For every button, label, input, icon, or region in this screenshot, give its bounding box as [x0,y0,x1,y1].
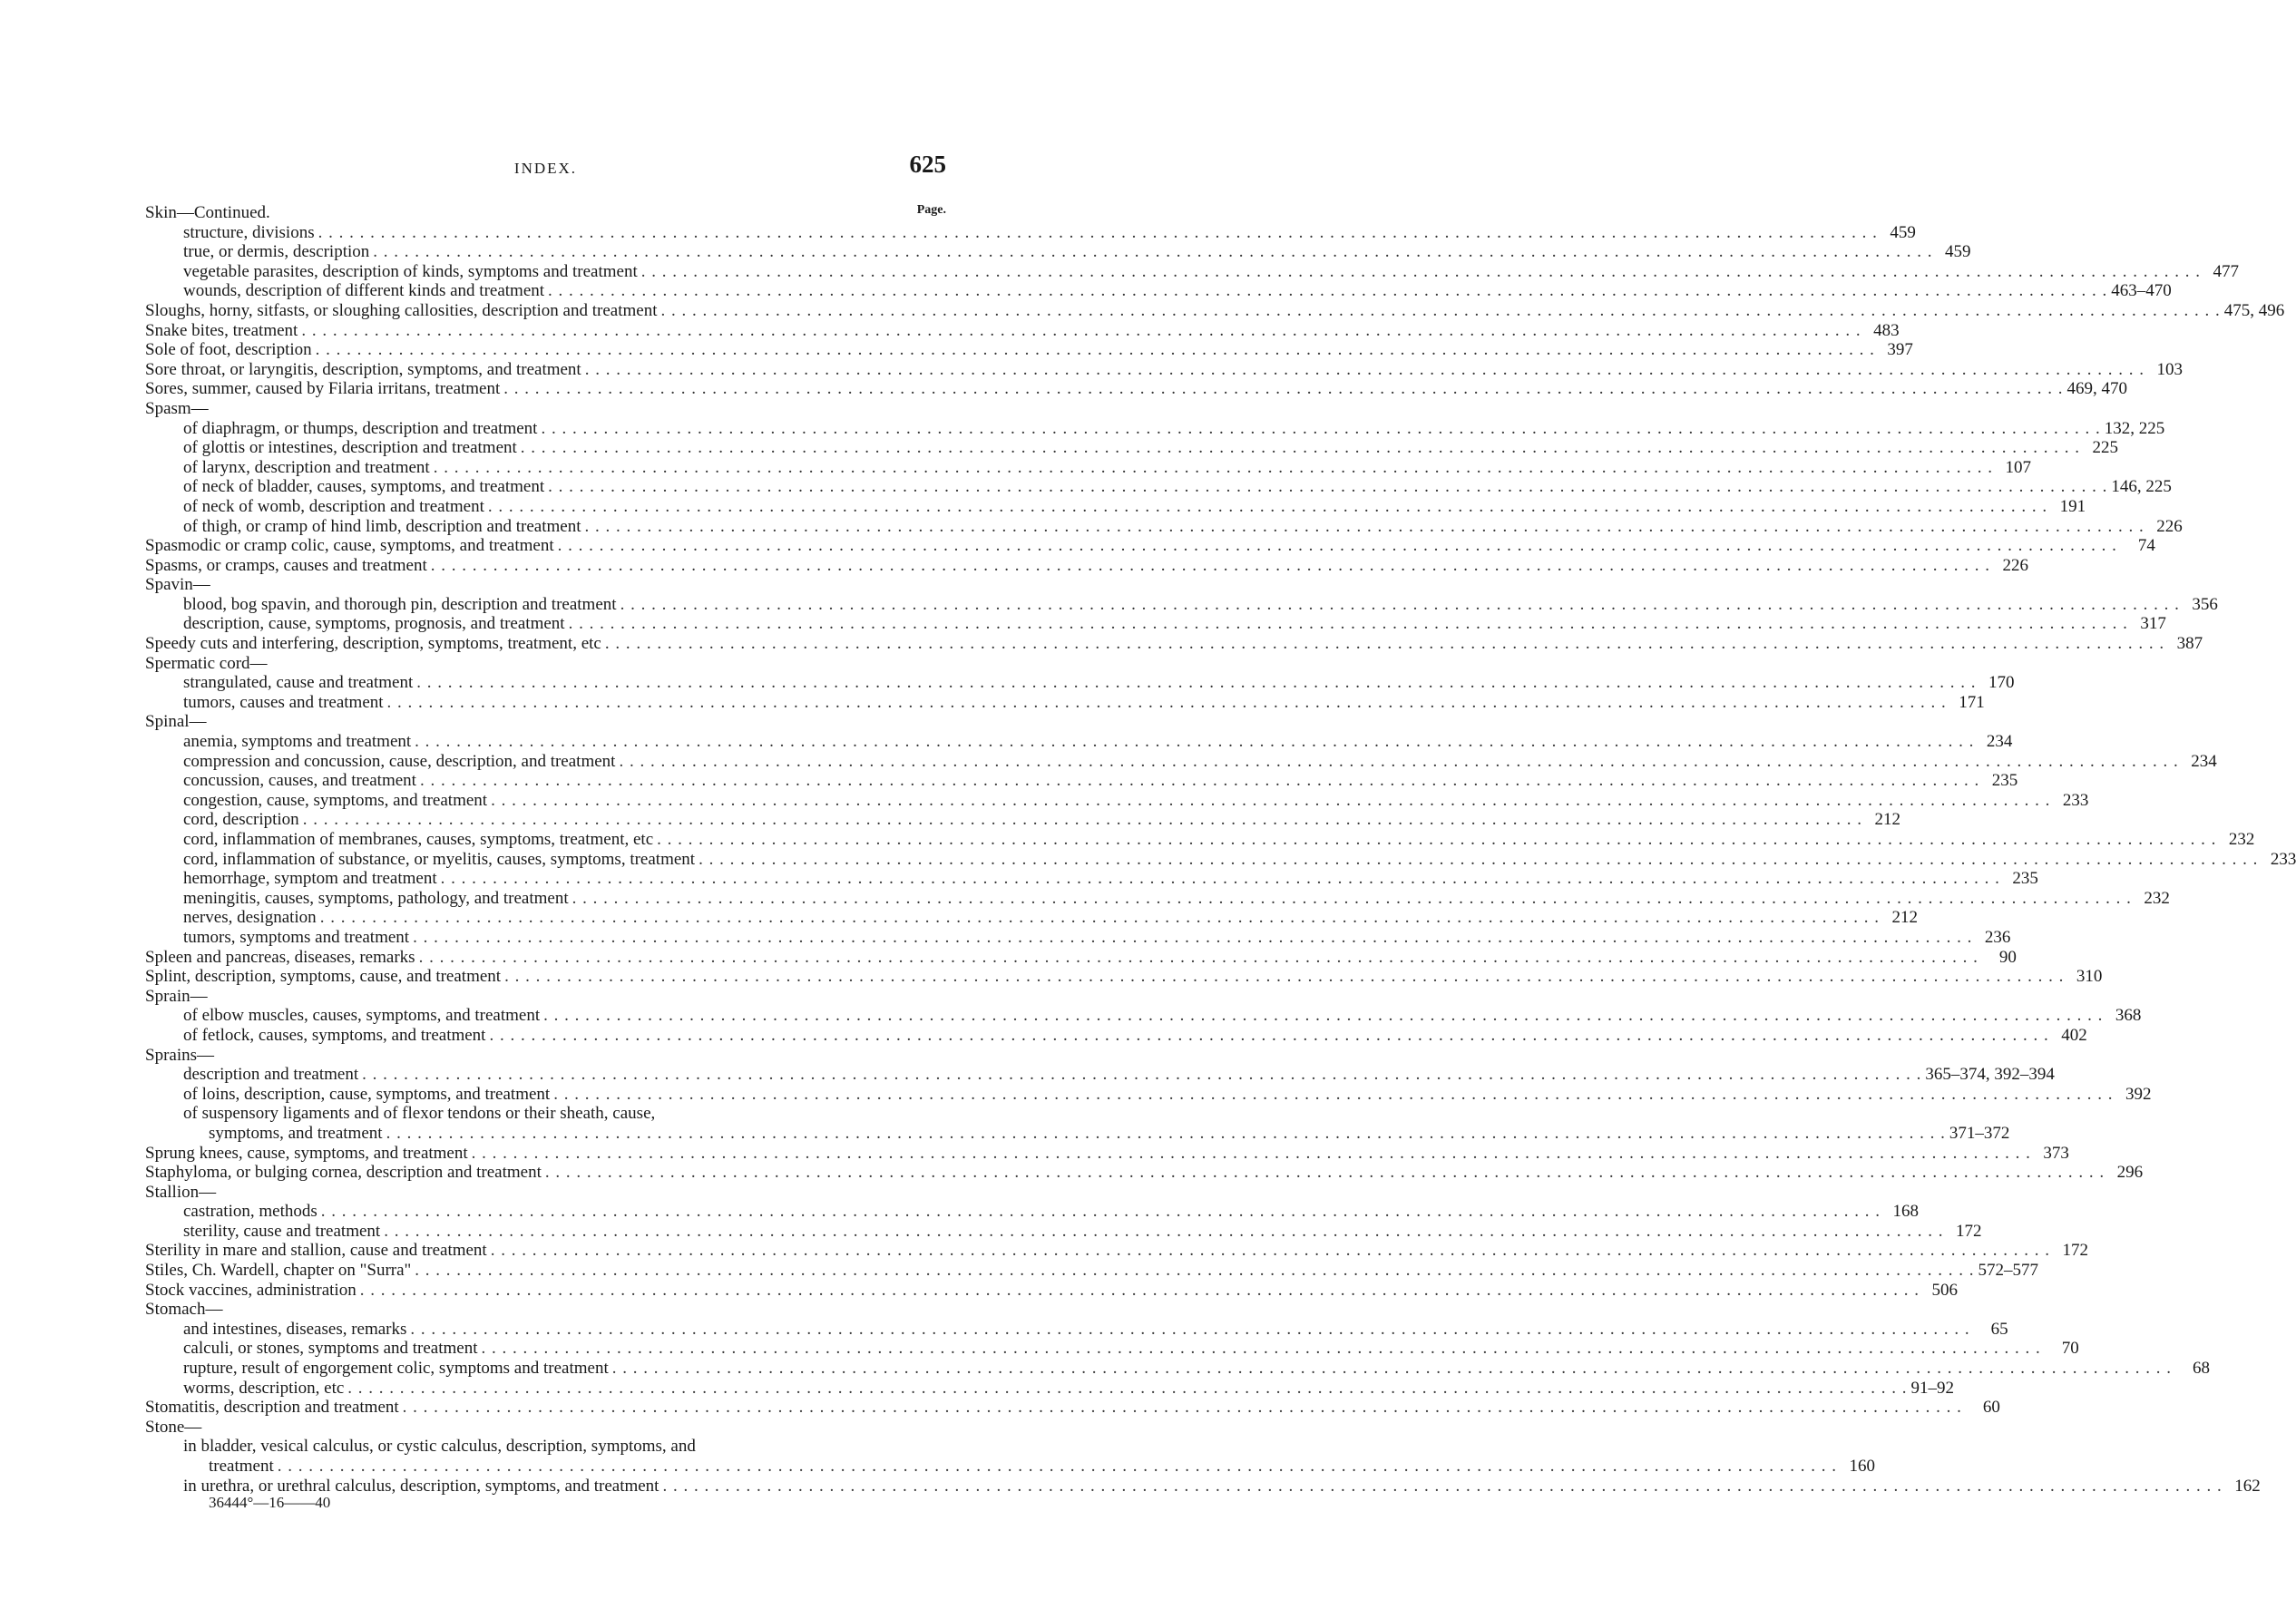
index-entry [145,340,1913,360]
index-entry [145,1143,2069,1164]
index-entry [145,947,2017,968]
entry-text: concussion, causes, and treatment [183,771,416,791]
leader-dots [660,301,2220,321]
entry-text: Skin—Continued. [145,203,270,222]
index-entry [145,261,2239,282]
index-entry [145,1025,2087,1046]
entry-text: Spasm— [145,398,209,418]
index-entry [145,1319,2008,1340]
entry-text: Sole of foot, description [145,340,312,360]
leader-dots [548,477,2107,497]
entry-text: cord, description [183,810,299,830]
entry-text: of diaphragm, or thumps, description and treatment [183,418,538,438]
entry-page: 91–92 [1910,1378,1955,1398]
leader-dots [420,771,1979,791]
leader-dots [585,360,2145,380]
entry-text: Spermatic cord— [145,653,268,673]
entry-page: 168 [1892,1202,1919,1222]
leader-dots [558,536,2117,556]
leader-dots [415,1261,1974,1281]
entry-page: 506 [1931,1280,1958,1300]
leader-dots [699,850,2258,870]
leader-dots [482,1339,2041,1359]
entry-text: description and treatment [183,1065,359,1085]
entry-text: structure, divisions [183,222,315,242]
leader-dots [415,732,1974,752]
entry-text: Spinal— [145,712,207,732]
index-entry [145,614,2166,634]
index-entry [145,1418,946,1438]
entry-text: nerves, designation [183,908,317,928]
leader-dots [431,556,1990,576]
leader-dots [360,1281,1920,1301]
index-entry [145,594,2218,615]
index-entry [145,1046,946,1066]
entry-page: 234 [1986,732,2013,752]
index-entry [145,1437,946,1457]
index-entry [145,692,1985,713]
entry-page: 365–374, 392–394 [1925,1065,2055,1085]
leader-dots [504,967,2064,987]
index-entry [145,830,2255,850]
index-entries [145,203,2296,1496]
entry-page: 107 [2005,457,2031,477]
leader-dots [620,595,2180,615]
index-entry [145,987,946,1007]
index-entry [145,654,946,674]
index-entry [145,222,1916,243]
entry-text: of neck of womb, description and treatment [183,496,484,516]
entry-page: 368 [2115,1006,2142,1026]
leader-dots [318,223,1878,243]
index-entry [145,869,2038,889]
leader-dots [301,321,1861,341]
entry-page: 469, 470 [2066,379,2128,399]
entry-page: 172 [2062,1241,2088,1261]
leader-dots [553,1085,2113,1105]
leader-dots [605,634,2164,654]
index-entry [145,1163,2144,1183]
entry-page: 171 [1959,692,1985,712]
entry-text: Stone— [145,1417,202,1437]
entry-page: 160 [1849,1457,1875,1476]
entry-page: 70 [2061,1339,2079,1359]
entry-page: 162 [2234,1476,2261,1496]
entry-page: 225 [2092,438,2119,458]
entry-text: tumors, causes and treatment [183,692,384,712]
leader-dots [278,1457,1837,1477]
leader-dots [543,1006,2103,1026]
index-entry [145,496,2086,517]
entry-text: Spavin— [145,575,210,595]
index-entry [145,1006,2142,1026]
entry-text: in urethra, or urethral calculus, description, symptoms, and treatment [183,1476,659,1496]
index-entry [145,379,2128,399]
index-entry [145,1104,946,1124]
index-entry [145,967,2103,987]
leader-dots [488,497,2047,517]
index-entry [145,1359,2210,1379]
entry-page: 459 [1945,242,1971,262]
leader-dots [416,673,1976,693]
entry-page: 236 [1984,927,2011,947]
page-number: 625 [909,151,946,178]
entry-text: Staphyloma, or bulging cornea, description and treatment [145,1163,542,1183]
entry-page: 103 [2156,359,2183,379]
index-entry [145,1183,946,1203]
index-entry [145,359,2183,380]
entry-page: 65 [1990,1319,2008,1339]
leader-dots [386,1124,1946,1144]
entry-text: in bladder, vesical calculus, or cystic calculus, description, symptoms, and [183,1437,696,1457]
entry-text: Spleen and pancreas, diseases, remarks [145,947,415,967]
entry-page: 232 [2228,830,2255,849]
index-entry [145,1221,1982,1242]
leader-dots [657,830,2216,850]
entry-text: Stock vaccines, administration [145,1280,357,1300]
leader-dots [316,340,1875,360]
index-entry [145,1241,2088,1261]
entry-text: rupture, result of engorgement colic, symptoms and treatment [183,1359,609,1379]
entry-text: treatment [209,1457,274,1476]
entry-text: symptoms, and treatment [209,1123,383,1143]
leader-dots [413,928,1972,948]
index-entry [145,242,1971,262]
entry-page: 397 [1887,340,1913,360]
entry-text: cord, inflammation of membranes, causes, symptoms, treatment, etc [183,830,654,849]
entry-page: 475, 496 [2223,300,2285,320]
index-entry [145,1300,946,1320]
index-entry [145,810,1900,830]
index-entry [145,575,946,595]
entry-page: 233 [2062,790,2089,810]
leader-dots [612,1359,2172,1379]
index-entry [145,908,1918,928]
leader-dots [320,908,1880,928]
entry-page: 310 [2076,967,2103,987]
leader-dots [548,281,2107,301]
entry-text: Speedy cuts and interfering, description, symptoms, treatment, etc [145,634,601,654]
index-entry [145,1202,1919,1222]
entry-page: 296 [2116,1163,2144,1183]
entry-page: 392 [2125,1084,2152,1104]
index-entry [145,555,2029,576]
leader-dots [403,1398,1962,1418]
index-entry [145,457,2031,478]
index-entry [145,634,2203,654]
index-entry [145,1457,1875,1477]
entry-text: Snake bites, treatment [145,320,298,340]
leader-dots [541,419,2100,439]
leader-dots [362,1065,1921,1085]
index-entry [145,673,2015,693]
index-entry [145,477,2172,497]
entry-text: hemorrhage, symptom and treatment [183,869,437,889]
entry-text: of suspensory ligaments and of flexor tendons or their sheath, cause, [183,1104,656,1124]
index-entry [145,1065,2055,1085]
print-code: 36444°—16——40 [209,1494,331,1511]
index-entry [145,418,2165,439]
entry-text: Splint, description, symptoms, cause, and treatment [145,967,502,987]
entry-text: worms, description, etc [183,1378,345,1398]
leader-dots [434,458,1993,478]
entry-text: Sloughs, horny, sitfasts, or sloughing callosities, description and treatment [145,300,658,320]
leader-dots [303,810,1862,830]
entry-page: 226 [2002,555,2029,575]
entry-text: wounds, description of different kinds and treatment [183,281,545,301]
entry-page: 191 [2059,496,2086,516]
entry-page: 232 [2144,888,2170,908]
index-entry [145,927,2011,948]
index-entry [145,300,2285,321]
entry-text: Stallion— [145,1182,217,1202]
index-entry [145,1378,1955,1399]
entry-text: of thigh, or cramp of hind limb, description and treatment [183,516,581,536]
leader-dots [491,791,2050,811]
index-entry [145,849,2296,870]
entry-page: 235 [2012,869,2038,889]
index-entry [145,399,946,419]
leader-dots [419,948,1978,968]
entry-page: 226 [2156,516,2183,536]
entry-text: Sterility in mare and stallion, cause and treatment [145,1241,487,1261]
entry-page: 212 [1874,810,1900,830]
entry-text: Spasms, or cramps, causes and treatment [145,555,427,575]
entry-page: 212 [1891,908,1918,928]
entry-text: strangulated, cause and treatment [183,673,414,693]
entry-text: Sores, summer, caused by Filaria irritans, treatment [145,379,501,399]
leader-dots [441,869,2000,889]
entry-page: 402 [2061,1025,2087,1045]
index-entry [145,1280,1958,1301]
leader-dots [584,517,2144,537]
entry-text: of glottis or intestines, description and treatment [183,438,517,458]
entry-page: 317 [2140,614,2166,634]
entry-page: 356 [2192,594,2218,614]
index-entry [145,732,2013,752]
entry-text: castration, methods [183,1202,318,1222]
entry-text: vegetable parasites, description of kinds, symptoms and treatment [183,261,638,281]
entry-text: Stomatitis, description and treatment [145,1398,399,1418]
entry-page: 477 [2213,261,2239,281]
entry-text: Stomach— [145,1300,223,1320]
index-entry [145,1398,2000,1418]
index-entry [145,712,946,732]
leader-dots [662,1477,2222,1497]
entry-page: 459 [1890,222,1916,242]
entry-page: 572–577 [1978,1261,2039,1281]
entry-text: of neck of bladder, causes, symptoms, and treatment [183,477,545,497]
entry-text: of loins, description, cause, symptoms, and treatment [183,1084,551,1104]
index-entry [145,1084,2152,1105]
entry-page: 172 [1955,1221,1982,1241]
entry-text: and intestines, diseases, remarks [183,1319,407,1339]
entry-page: 234 [2191,751,2217,771]
leader-dots [619,752,2178,772]
entry-text: congestion, cause, symptoms, and treatment [183,790,488,810]
index-entry [145,790,2089,811]
index-entry [145,771,2018,791]
entry-text: meningitis, causes, symptoms, pathology, and treatment [183,888,569,908]
entry-page: 170 [1988,673,2015,693]
entry-page: 233 [2270,849,2296,869]
index-entry [145,751,2217,772]
entry-page: 387 [2176,634,2203,654]
leader-dots [472,1144,2031,1164]
entry-text: true, or dermis, description [183,242,370,262]
entry-text: Sprung knees, cause, symptoms, and treatment [145,1143,468,1163]
leader-dots [572,889,2132,909]
index-entry [145,536,2155,556]
index-entry [145,438,2119,458]
leader-dots [489,1026,2048,1046]
entry-text: Spasmodic or cramp colic, cause, symptoms, and treatment [145,536,554,556]
index-entry [145,320,1900,341]
entry-text: description, cause, symptoms, prognosis, and treatment [183,614,565,634]
leader-dots [384,1222,1943,1242]
entry-page: 463–470 [2111,281,2172,301]
leader-dots [569,614,2128,634]
page-header [145,151,946,187]
index-entry [145,1261,2039,1281]
entry-page: 74 [2137,536,2155,556]
index-entry [145,1123,2010,1144]
entry-text: Stiles, Ch. Wardell, chapter on "Surra" [145,1261,412,1281]
entry-page: 146, 225 [2111,477,2172,497]
leader-dots [503,379,2063,399]
entry-page: 132, 225 [2104,418,2165,438]
index-entry [145,888,2170,909]
leader-dots [347,1379,1907,1399]
page-column-label: Page. [916,203,946,217]
entry-page: 90 [1998,947,2017,967]
entry-text: of elbow muscles, causes, symptoms, and treatment [183,1006,541,1026]
leader-dots [545,1163,2105,1183]
index-entry [145,1339,2079,1359]
entry-page: 68 [2192,1359,2210,1379]
entry-page: 235 [1991,771,2018,791]
entry-page: 483 [1873,320,1900,340]
index-entry [145,1476,2261,1497]
running-title: INDEX. [513,160,578,177]
entry-text: tumors, symptoms and treatment [183,927,410,947]
entry-text: Sprain— [145,986,208,1006]
entry-text: Sore throat, or laryngitis, description, symptoms, and treatment [145,359,581,379]
entry-text: compression and concussion, cause, description, and treatment [183,751,616,771]
entry-text: Sprains— [145,1045,214,1065]
entry-page: 373 [2043,1143,2069,1163]
entry-text: sterility, cause and treatment [183,1221,381,1241]
entry-text: blood, bog spavin, and thorough pin, description and treatment [183,594,617,614]
leader-dots [641,262,2201,282]
entry-text: calculi, or stones, symptoms and treatment [183,1339,478,1359]
index-entry [145,281,2172,301]
index-entry [145,516,2183,537]
entry-text: anemia, symptoms and treatment [183,732,412,752]
entry-page: 371–372 [1949,1123,2010,1143]
entry-page: 60 [1982,1398,2000,1418]
leader-dots [387,693,1947,713]
leader-dots [373,242,1932,262]
entry-text: cord, inflammation of substance, or myelitis, causes, symptoms, treatment [183,849,696,869]
entry-text: of fetlock, causes, symptoms, and treatment [183,1025,486,1045]
index-entry [145,203,946,223]
leader-dots [321,1202,1881,1222]
leader-dots [410,1320,1969,1340]
leader-dots [521,438,2080,458]
leader-dots [491,1241,2050,1261]
entry-text: of larynx, description and treatment [183,457,430,477]
